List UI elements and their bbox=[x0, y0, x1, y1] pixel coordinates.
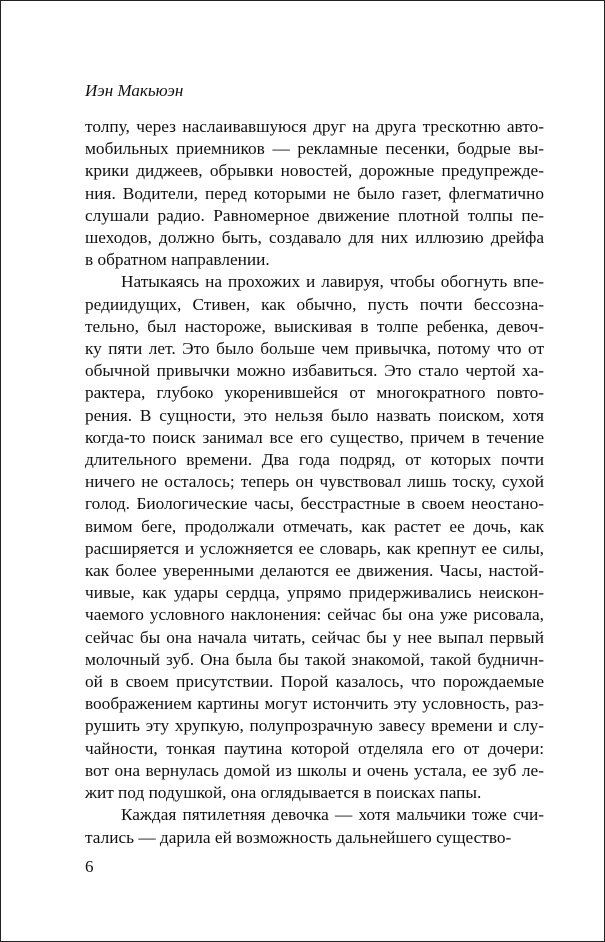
text-line: Каждая пятилетняя девочка — хотя мальчики тоже счи- bbox=[121, 805, 544, 825]
text-line: шеходов, должно быть, создавало для них иллюзию дрейфа bbox=[85, 228, 544, 248]
text-line: чивые, как удары сердца, упрямо придерживались неискон- bbox=[85, 583, 544, 603]
text-line: Натыкаясь на прохожих и лавируя, чтобы обогнуть впе- bbox=[121, 272, 544, 292]
paragraph bbox=[85, 804, 544, 848]
text-line: вимом беге, продолжали отмечать, как растет ее дочь, как bbox=[85, 516, 544, 536]
body-text bbox=[85, 116, 544, 849]
text-line: чаемого условного наклонения: сейчас бы она уже рисовала, bbox=[85, 605, 544, 625]
text-line: ничего не осталось; теперь он чувствовал лишь тоску, сухой bbox=[85, 472, 544, 492]
text-line: слушали радио. Равномерное движение плотной толпы пе- bbox=[85, 205, 544, 225]
text-line: расширяется и усложняется ее словарь, как крепнут ее силы, bbox=[85, 538, 544, 558]
text-line: ния. Водители, перед которыми не было газет, флегматично bbox=[85, 183, 544, 203]
text-line: мобильных приемников — рекламные песенки, бодрые вы- bbox=[85, 139, 544, 159]
text-line: жит под подушкой, она оглядывается в поисках папы. bbox=[85, 783, 482, 803]
text-line: рактера, глубоко укоренившейся от многократного повто- bbox=[85, 383, 544, 403]
paragraph bbox=[85, 271, 544, 804]
text-line: обычной привычки можно избавиться. Это стало чертой ха- bbox=[85, 361, 544, 381]
text-line: рения. В сущности, это нельзя было назвать поиском, хотя bbox=[85, 405, 544, 425]
text-line: тельно, был настороже, выискивая в толпе ребенка, девоч- bbox=[85, 316, 544, 336]
text-line: воображением картины могут истончить эту условность, раз- bbox=[85, 694, 544, 714]
page-number: 6 bbox=[85, 857, 94, 876]
text-line: вот она вернулась домой из школы и очень устала, ее зуб ле- bbox=[85, 760, 544, 780]
text-line: голод. Биологические часы, бесстрастные в своем неостано- bbox=[85, 494, 544, 514]
text-line: тались — дарила ей возможность дальнейшего существо- bbox=[85, 827, 512, 847]
text-line: чайности, тонкая паутина которой отделяла его от дочери: bbox=[85, 738, 544, 758]
text-line: молочный зуб. Она была бы такой знакомой, такой будничн- bbox=[85, 649, 544, 669]
text-line: толпу, через наслаивавшуюся друг на друга трескотню авто- bbox=[85, 117, 544, 136]
text-line: рушить эту хрупкую, полупрозрачную завесу времени и слу- bbox=[85, 716, 544, 736]
text-line: как более уверенными делаются ее движения. Часы, настой- bbox=[85, 561, 544, 581]
text-line: в обратном направлении. bbox=[85, 250, 270, 270]
text-line: когда-то поиск занимал все его существо, причем в течение bbox=[85, 427, 544, 447]
running-head: Иэн Макьюэн bbox=[85, 81, 184, 100]
text-line: редиидущих, Стивен, как обычно, пусть почти бессозна- bbox=[85, 294, 544, 314]
text-line: крики диджеев, обрывки новостей, дорожные предупрежде- bbox=[85, 161, 544, 181]
text-line: ой в своем присутствии. Порой казалось, что порождаемые bbox=[85, 672, 544, 692]
text-line: длительного времени. Два года подряд, от которых почти bbox=[85, 450, 544, 470]
text-line: ку пяти лет. Это было больше чем привычка, потому что от bbox=[85, 339, 544, 359]
paragraph bbox=[85, 116, 544, 271]
text-line: сейчас бы она начала читать, сейчас бы у нее выпал первый bbox=[85, 627, 544, 647]
